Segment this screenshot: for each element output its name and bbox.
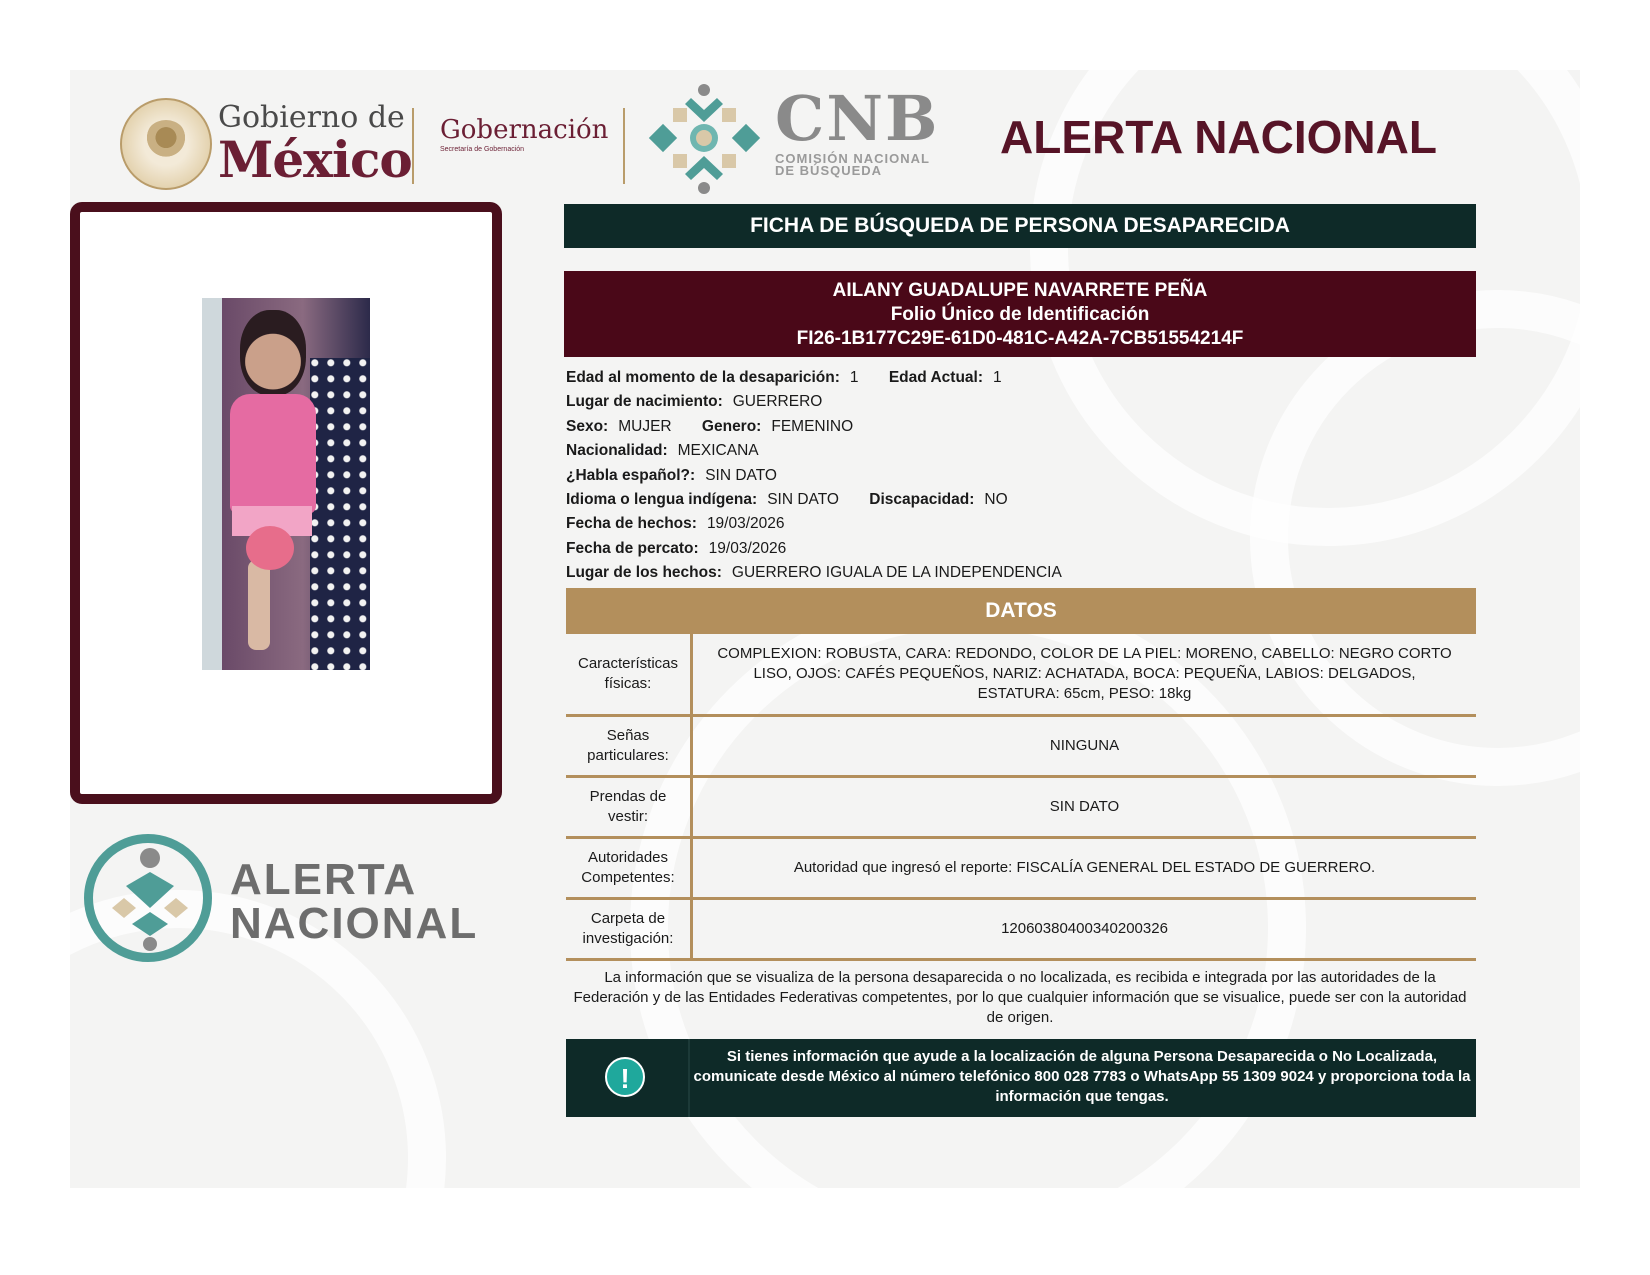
coat-of-arms-icon [120,98,212,190]
row-label [566,839,693,897]
row-label-line: Prendas de [589,788,667,805]
row-value: Autoridad que ingresó el reporte: FISCALÍA GENERAL DEL ESTADO DE GUERRERO. [793,859,1376,876]
gobierno-de-mexico-logo [120,98,480,188]
field-value: MEXICANA [677,442,759,460]
person-name-block [564,271,1476,357]
field-label: Edad al momento de la desaparición: [566,369,840,386]
row-label-line: particulares: [587,747,669,764]
row-label-line: Señas [606,727,650,744]
row-label [566,634,693,714]
field-label: Fecha de hechos: [566,515,697,533]
missing-person-photo [202,298,370,670]
field-label: Edad Actual: [888,369,984,386]
cnb-subtitle-2: DE BÚSQUEDA [775,163,883,178]
row-value: 12060380400340200326 [1001,920,1168,937]
field-value: 1 [993,369,1002,386]
exclamation-icon: ! [605,1057,645,1097]
table-row [566,839,1476,900]
row-label-line: Competentes: [581,869,675,886]
field-label: Idioma o lengua indígena: [566,490,758,508]
contact-info-bar [566,1039,1476,1117]
cnb-acronym: CNB [775,82,940,155]
header-divider [412,108,414,184]
field-value: 1 [849,369,859,386]
row-value: NINGUNA [1049,737,1120,754]
field-value: NO [984,490,1008,508]
row-label-line: Autoridades [587,849,669,866]
detail-row [566,488,1476,512]
field-label: Nacionalidad: [566,442,668,460]
table-row [566,634,1476,717]
row-label [566,900,693,958]
alert-sheet [70,70,1580,1188]
cnb-logo [775,82,939,179]
alerta-logo-text [230,855,479,948]
row-value: COMPLEXION: ROBUSTA, CARA: REDONDO, COLOR DE LA PIEL: MORENO, CABELLO: NEGRO CORTO LISO, OJOS: CAFÉS PEQUEÑOS, NARIZ: ACHATADA, BOCA: PEQUEÑA, LABIOS: DELGADOS, ESTATURA: 65cm, PESO: 18kg [717,645,1452,702]
row-label [566,778,693,836]
info-icon-cell [566,1039,690,1117]
table-row [566,778,1476,839]
alerta-nacional-logo [84,832,484,972]
detail-row [566,390,1476,414]
datos-title: DATOS [566,588,1476,634]
detail-row [566,366,1476,390]
detail-row [566,439,1476,463]
alerta-logo-line2: NACIONAL [230,899,479,948]
header [70,70,1580,200]
contact-info-text: Si tienes información que ayude a la localización de alguna Persona Desaparecida o No Localizada, comunicate desde México al número telefónico 800 028 7783 o WhatsApp 55 1309 9024 y proporciona toda la información que tengas. [693,1048,1471,1105]
field-label: Fecha de percato: [566,539,699,557]
field-label: Lugar de los hechos: [566,564,722,582]
page-title: ALERTA NACIONAL [1000,111,1437,163]
ficha-title: FICHA DE BÚSQUEDA DE PERSONA DESAPARECIDA [564,204,1476,248]
field-value: 19/03/2026 [708,539,787,557]
row-label-line: Carpeta de [590,910,666,927]
field-value: 19/03/2026 [706,515,785,533]
detail-row [566,537,1476,561]
row-label-line: físicas: [604,675,652,692]
detail-row [566,512,1476,536]
folio-number: FI26-1B177C29E-61D0-481C-A42A-7CB51554214F [796,328,1244,349]
row-label-line: vestir: [607,808,648,825]
person-name: AILANY GUADALUPE NAVARRETE PEÑA [832,280,1208,301]
table-row [566,717,1476,778]
alerta-logo-line1: ALERTA [230,855,418,904]
field-label: Lugar de nacimiento: [566,393,723,411]
row-label [566,717,693,775]
row-value: SIN DATO [1049,798,1120,815]
detail-row [566,464,1476,488]
table-row [566,900,1476,961]
alerta-emblem-icon [104,846,196,954]
person-details [566,366,1476,586]
row-label-line: investigación: [582,930,674,947]
field-value: MUJER [618,417,672,435]
header-divider [623,108,625,184]
photo-frame [70,202,502,804]
field-label: Sexo: [566,417,609,435]
field-value: SIN DATO [767,490,839,508]
field-value: GUERRERO [732,393,823,411]
gobernacion-logo [440,115,630,153]
cnb-emblem-icon [647,82,762,197]
gobierno-line1: Gobierno de [218,100,405,135]
field-label: Genero: [701,417,762,435]
field-label: Discapacidad: [869,490,975,508]
gobernacion-title: Gobernación [440,115,609,145]
row-label-line: Características [577,655,679,672]
field-label: ¿Habla español?: [566,466,696,484]
datos-table [566,588,1476,961]
detail-row [566,415,1476,439]
cnb-subtitle-1: COMISIÓN NACIONAL [775,151,930,166]
field-value: GUERRERO IGUALA DE LA INDEPENDENCIA [731,564,1062,582]
detail-row [566,561,1476,585]
field-value: SIN DATO [705,466,777,484]
folio-label: Folio Único de Identificación [890,304,1150,325]
disclaimer-text: La información que se visualiza de la persona desaparecida o no localizada, es recibida e integrada por las autoridades de la Federación y de las Entidades Federativas competentes, por lo que cualquier información que se visualice, puede ser con la autoridad de origen. [573,969,1467,1026]
gobierno-line2: México [218,130,412,189]
field-value: FEMENINO [771,417,854,435]
gobernacion-subtitle: Secretaría de Gobernación [440,146,525,153]
